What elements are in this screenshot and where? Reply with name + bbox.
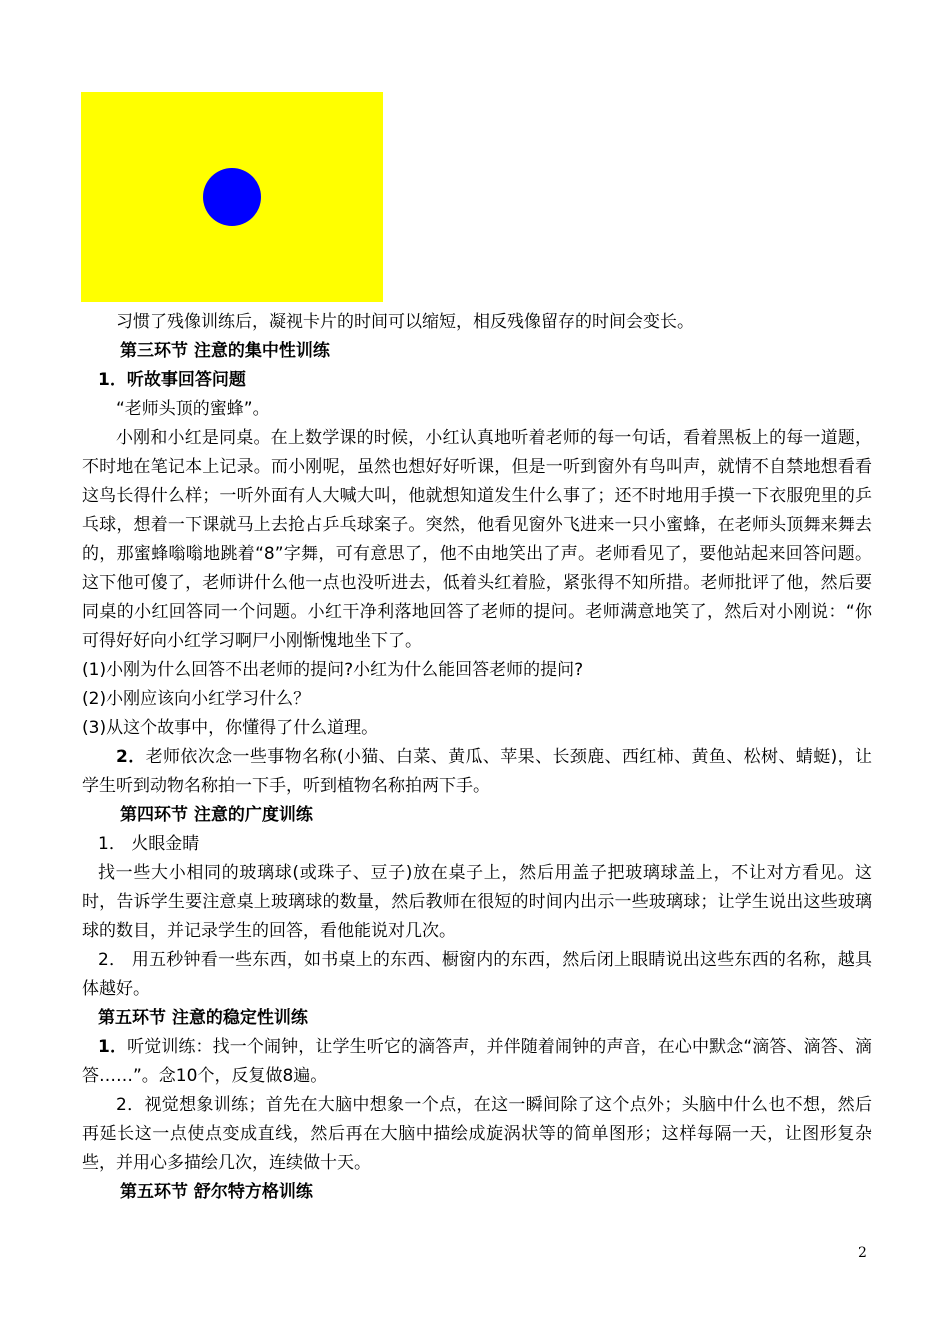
subheading: 1． 火眼金睛 [98, 834, 200, 854]
subheading: 1．听故事回答问题 [98, 370, 246, 390]
body-text [82, 308, 872, 1207]
item-text: 老师依次念一些事物名称(小猫、白菜、黄瓜、苹果、长颈鹿、西红柿、黄鱼、松树、蜻蜓)，让学生听到动物名称拍一下手，听到植物名称拍两下手。 [82, 747, 872, 796]
section-heading: 第四环节 注意的广度训练 [120, 805, 313, 825]
story-title: “老师头顶的蜜蜂”。 [116, 399, 270, 419]
paragraph: 习惯了残像训练后，凝视卡片的时间可以缩短，相反残像留存的时间会变长。 [116, 312, 694, 332]
question: (1)小刚为什么回答不出老师的提问?小红为什么能回答老师的提问? [82, 660, 584, 680]
blue-dot [203, 168, 261, 226]
item-number: 2． [116, 747, 146, 767]
section-heading: 第五环节 注意的稳定性训练 [98, 1008, 308, 1028]
question: (3)从这个故事中，你懂得了什么道理。 [82, 718, 379, 738]
section-heading: 第三环节 注意的集中性训练 [120, 341, 330, 361]
paragraph: 2．视觉想象训练；首先在大脑中想象一个点，在这一瞬间除了这个点外；头脑中什么也不想，然后再延长这一点使点变成直线，然后再在大脑中描绘成旋涡状等的简单图形；这样每隔一天，让图形复杂些，并用心多描绘几次，连续做十天。 [82, 1095, 872, 1173]
paragraph: 找一些大小相同的玻璃球(或珠子、豆子)放在桌子上，然后用盖子把玻璃球盖上，不让对方看见。这时，告诉学生要注意桌上玻璃球的数量，然后教师在很短的时间内出示一些玻璃球；让学生说出这些玻璃球的数目，并记录学生的回答，看他能说对几次。 [82, 863, 872, 941]
page-number: 2 [858, 1245, 867, 1261]
paragraph [82, 1033, 872, 1091]
story-paragraph: 小刚和小红是同桌。在上数学课的时候，小红认真地听着老师的每一句话，看着黑板上的每一道题，不时地在笔记本上记录。而小刚呢，虽然也想好好听课，但是一听到窗外有鸟叫声，就情不自禁地想看看这鸟长得什么样；一听外面有人大喊大叫，他就想知道发生什么事了；还不时地用手摸一下衣服兜里的乒乓球，想着一下课就马上去抢占乒乓球案子。突然，他看见窗外飞进来一只小蜜蜂，在老师头顶舞来舞去的，那蜜蜂嗡嗡地跳着“8”字舞，可有意思了，他不由地笑出了声。老师看见了，要他站起来回答问题。这下他可傻了，老师讲什么他一点也没听进去，低着头红着脸，紧张得不知所措。老师批评了他，然后要同桌的小红回答同一个问题。小红干净利落地回答了老师的提问。老师满意地笑了，然后对小刚说：“你可得好好向小红学习啊尸小刚惭愧地坐下了。 [82, 428, 872, 651]
afterimage-card [81, 92, 383, 302]
paragraph: 2． 用五秒钟看一些东西，如书桌上的东西、橱窗内的东西，然后闭上眼睛说出这些东西的名称，越具体越好。 [82, 950, 872, 999]
section-heading: 第五环节 舒尔特方格训练 [120, 1182, 313, 1202]
item-text: 听觉训练：找一个闹钟，让学生听它的滴答声，并伴随着闹钟的声音，在心中默念“滴答、滴答、滴答……”。念10个，反复做8遍。 [82, 1037, 872, 1086]
paragraph [82, 743, 872, 801]
question: (2)小刚应该向小红学习什么？ [82, 689, 311, 709]
item-number: 1． [98, 1037, 128, 1057]
